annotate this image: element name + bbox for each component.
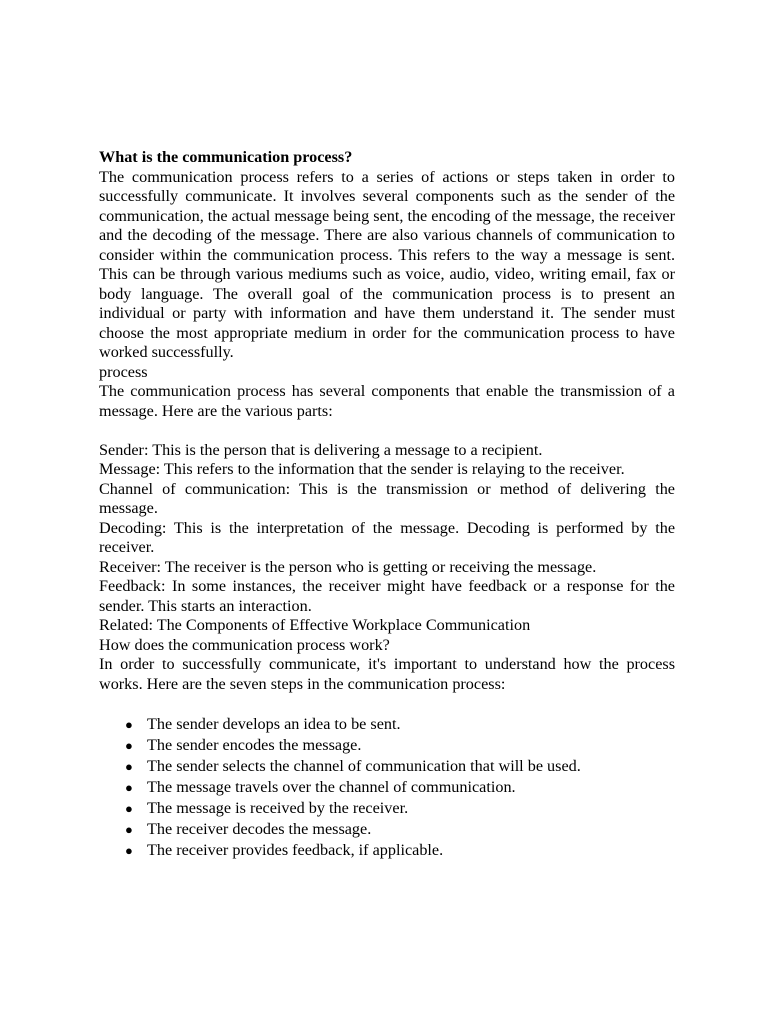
how-intro-paragraph: In order to successfully communicate, it's important to understand how the process works. Here are the seven steps in the communication process: [99,655,675,693]
list-item [99,819,675,840]
component-receiver: Receiver: The receiver is the person who is getting or receiving the message. [99,557,597,576]
list-item [99,777,675,798]
blank-line [99,694,675,714]
components-intro-paragraph: The communication process has several components that enable the transmission of a message. Here are the various parts: [99,382,675,420]
step-text: The receiver decodes the message. [147,819,372,838]
component-sender: Sender: This is the person that is delivering a message to a recipient. [99,440,543,459]
step-text: The sender develops an idea to be sent. [147,714,401,733]
component-decoding: Decoding: This is the interpretation of the message. Decoding is performed by the receiver. [99,518,675,556]
step-text: The message is received by the receiver. [147,798,409,817]
how-heading: How does the communication process work? [99,635,390,654]
list-item [99,840,675,861]
bullet-icon: ● [125,842,133,858]
steps-list [99,714,675,861]
list-item [99,756,675,777]
step-text: The message travels over the channel of communication. [147,777,516,796]
step-text: The sender encodes the message. [147,735,362,754]
process-subheading: process [99,362,148,381]
list-item [99,714,675,735]
intro-paragraph: The communication process refers to a series of actions or steps taken in order to successfully communicate. It involves several components such as the sender of the communication, the actual message being sent, the encoding of the message, the receiver and the decoding of the message. There are also various channels of communication to consider within the communication process. This refers to the way a message is sent. This can be through various mediums such as voice, audio, video, writing email, fax or body language. The overall goal of the communication process is to present an individual or party with information and have them understand it. The sender must choose the most appropriate medium in order for the communication process to have worked successfully. [99,167,675,361]
related-link-text: Related: The Components of Effective Workplace Communication [99,616,531,634]
bullet-icon: ● [125,758,133,774]
list-item [99,735,675,756]
bullet-icon: ● [125,716,133,732]
component-channel: Channel of communication: This is the transmission or method of delivering the message. [99,479,675,517]
bullet-icon: ● [125,821,133,837]
component-feedback: Feedback: In some instances, the receiver might have feedback or a response for the sender. This starts an interaction. [99,577,675,615]
blank-line [99,421,675,441]
document-page [99,148,675,861]
bullet-icon: ● [125,800,133,816]
bullet-icon: ● [125,737,133,753]
document-heading: What is the communication process? [99,148,353,166]
bullet-icon: ● [125,779,133,795]
step-text: The receiver provides feedback, if applicable. [147,840,444,859]
step-text: The sender selects the channel of communication that will be used. [147,756,581,775]
component-message: Message: This refers to the information that the sender is relaying to the receiver. [99,460,625,478]
list-item [99,798,675,819]
